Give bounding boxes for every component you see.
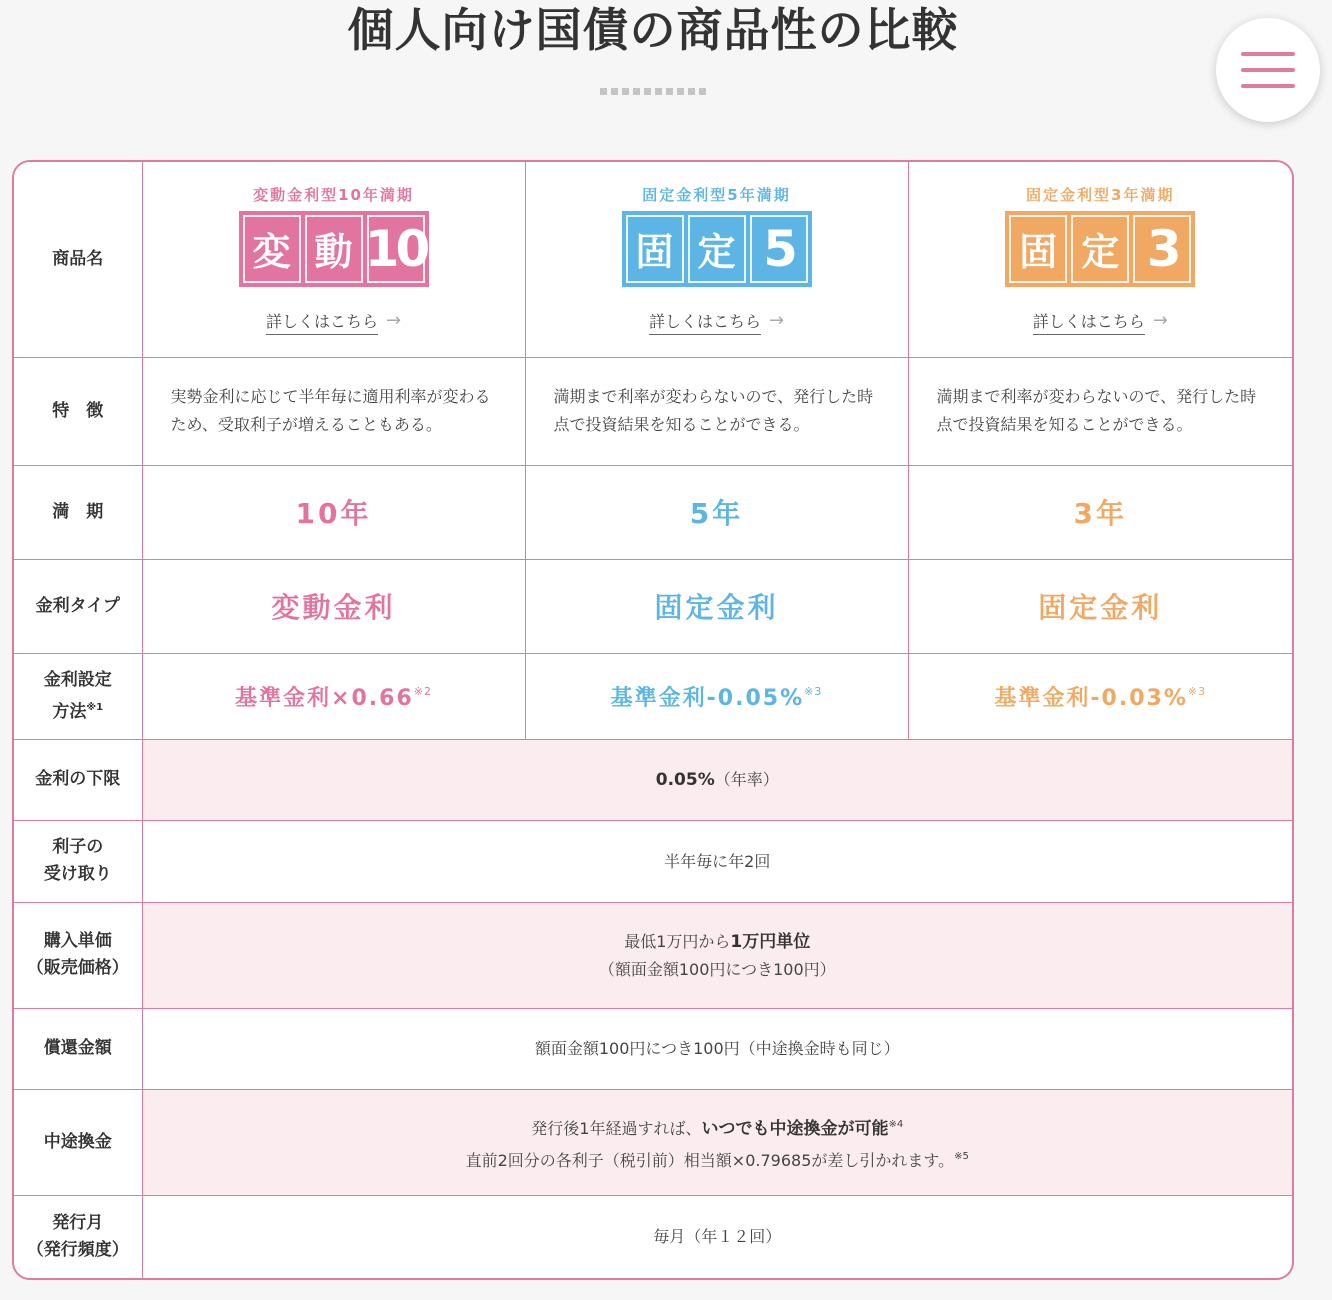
row-label-product-name: 商品名 bbox=[14, 162, 142, 357]
arrow-right-icon: → bbox=[1152, 309, 1168, 331]
product-logo-variable10: 変 動 10 bbox=[239, 211, 429, 287]
page-title: 個人向け国債の商品性の比較 bbox=[347, 3, 959, 57]
product-logo-fixed3: 固 定 3 bbox=[1005, 211, 1195, 287]
detail-link-variable10[interactable]: 詳しくはこちら bbox=[266, 309, 378, 335]
detail-link-fixed5[interactable]: 詳しくはこちら bbox=[649, 309, 761, 335]
product-cell-variable10 bbox=[142, 162, 525, 357]
maturity-variable10: 10年 bbox=[142, 465, 525, 559]
maturity-fixed5: 5年 bbox=[525, 465, 908, 559]
redemption-value: 額面金額100円につき100円（中途換金時も同じ） bbox=[142, 1008, 1292, 1089]
row-label-maturity: 満 期 bbox=[14, 465, 142, 559]
row-label-issue-month: 発行月 （発行頻度） bbox=[14, 1195, 142, 1278]
table-row-rate-setting bbox=[14, 653, 1292, 739]
detail-link-fixed3[interactable]: 詳しくはこちら bbox=[1033, 309, 1145, 335]
table-row-redemption bbox=[14, 1008, 1292, 1089]
maturity-fixed3: 3年 bbox=[908, 465, 1292, 559]
row-label-rate-type: 金利タイプ bbox=[14, 559, 142, 653]
table-row-early-redemption bbox=[14, 1089, 1292, 1195]
rate-type-fixed3: 固定金利 bbox=[908, 559, 1292, 653]
product-cell-fixed3 bbox=[908, 162, 1292, 357]
table-row-product-name bbox=[14, 162, 1292, 357]
feature-variable10: 実勢金利に応じて半年毎に適用利率が変わるため、受取利子が増えることもある。 bbox=[142, 357, 525, 465]
table-row-feature bbox=[14, 357, 1292, 465]
interest-receipt-value: 半年毎に年2回 bbox=[142, 820, 1292, 902]
row-label-early-redemption: 中途換金 bbox=[14, 1089, 142, 1195]
rate-floor-value: 0.05%（年率） bbox=[142, 739, 1292, 820]
feature-fixed3: 満期まで利率が変わらないので、発行した時点で投資結果を知ることができる。 bbox=[908, 357, 1292, 465]
rate-setting-fixed5: 基準金利-0.05%$^{※3}$ bbox=[525, 653, 908, 739]
table-row-interest-receipt bbox=[14, 820, 1292, 902]
row-label-rate-floor: 金利の下限 bbox=[14, 739, 142, 820]
title-underline-dots bbox=[600, 88, 706, 95]
arrow-right-icon: → bbox=[768, 309, 785, 331]
row-label-redemption: 償還金額 bbox=[14, 1008, 142, 1089]
row-label-rate-setting: 金利設定 方法$^{※1}$ bbox=[14, 653, 142, 739]
menu-button[interactable] bbox=[1216, 18, 1320, 122]
rate-type-variable10: 変動金利 bbox=[142, 559, 525, 653]
row-label-purchase-unit: 購入単価 （販売価格） bbox=[14, 902, 142, 1008]
table-row-rate-type bbox=[14, 559, 1292, 653]
issue-month-value: 毎月（年１２回） bbox=[142, 1195, 1292, 1278]
feature-fixed5: 満期まで利率が変わらないので、発行した時点で投資結果を知ることができる。 bbox=[525, 357, 908, 465]
rate-setting-fixed3: 基準金利-0.03%$^{※3}$ bbox=[908, 653, 1292, 739]
product-subtitle: 固定金利型5年満期 bbox=[642, 185, 791, 204]
purchase-unit-value: 最低1万円から1万円単位 （額面金額100円につき100円） bbox=[142, 902, 1292, 1008]
comparison-table bbox=[12, 160, 1294, 1280]
table-row-purchase-unit bbox=[14, 902, 1292, 1008]
rate-type-fixed5: 固定金利 bbox=[525, 559, 908, 653]
arrow-right-icon: → bbox=[385, 309, 402, 331]
table-row-rate-floor bbox=[14, 739, 1292, 820]
row-label-interest-receipt: 利子の 受け取り bbox=[14, 820, 142, 902]
product-logo-fixed5: 固 定 5 bbox=[622, 211, 812, 287]
product-subtitle: 変動金利型10年満期 bbox=[253, 185, 414, 204]
row-label-feature: 特 徴 bbox=[14, 357, 142, 465]
rate-setting-variable10: 基準金利$\times 0.66^{※2}$ bbox=[142, 653, 525, 739]
product-cell-fixed5 bbox=[525, 162, 908, 357]
early-redemption-value: 発行後1年経過すれば、いつでも中途換金が可能$^{※4}$ 直前2回分の各利子（税引前）相当額×0.79685が差し引かれます。$^{※5}$ bbox=[142, 1089, 1292, 1195]
product-subtitle: 固定金利型3年満期 bbox=[1026, 185, 1175, 204]
table-row-maturity bbox=[14, 465, 1292, 559]
table-row-issue-month bbox=[14, 1195, 1292, 1278]
